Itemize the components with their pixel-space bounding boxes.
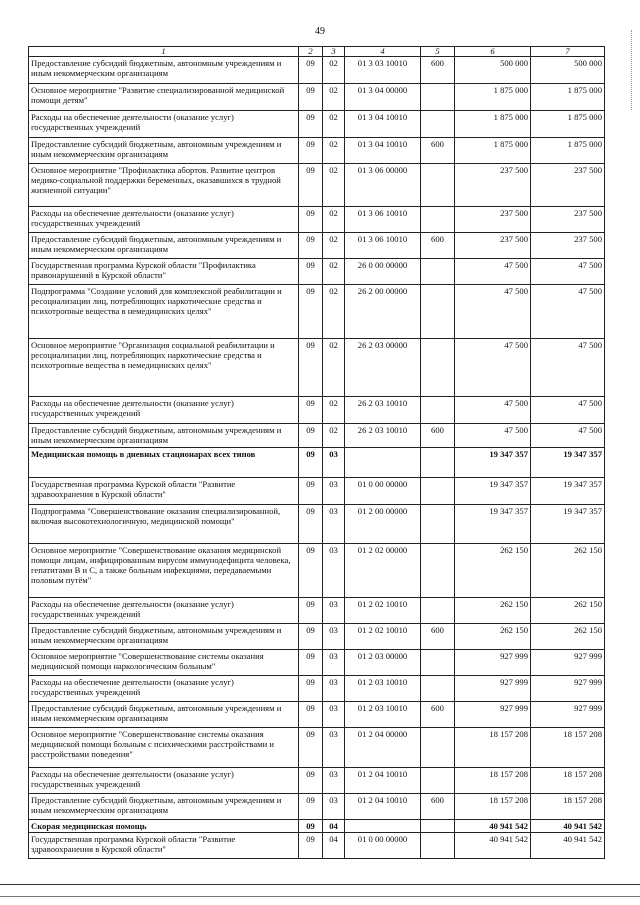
amount-col7-cell: 1 875 000 [531,84,605,111]
section-code-cell: 09 [299,505,323,544]
table-row [29,794,605,820]
subsection-code-cell: 03 [323,478,345,505]
subsection-code-cell: 03 [323,598,345,624]
amount-col7-cell: 237 500 [531,233,605,259]
amount-col6-cell: 47 500 [455,424,531,448]
amount-col7-cell: 927 999 [531,650,605,676]
column-header: 1 [29,47,299,57]
target-article-cell: 01 3 06 10010 [345,207,421,233]
row-name-cell: Предоставление субсидий бюджетным, автономным учреждениям и иным некоммерческим организациям [29,424,299,448]
expense-type-cell [421,768,455,794]
table-row [29,285,605,339]
amount-col6-cell: 18 157 208 [455,768,531,794]
amount-col7-cell: 262 150 [531,624,605,650]
expense-type-cell: 600 [421,138,455,164]
row-name-cell: Подпрограмма "Создание условий для комплексной реабилитации и ресоциализации лиц, потребляющих наркотические средства и психотропные вещества в немедицинских целях" [29,285,299,339]
column-header: 2 [299,47,323,57]
amount-col7-cell: 47 500 [531,424,605,448]
row-name-cell: Основное мероприятие "Совершенствование системы оказания медицинской помощи больным с психическими расстройствами и расстройствами поведения" [29,728,299,768]
target-article-cell: 01 2 03 00000 [345,650,421,676]
amount-col6-cell: 19 347 357 [455,478,531,505]
table-row [29,164,605,207]
amount-col6-cell: 19 347 357 [455,505,531,544]
amount-col6-cell: 500 000 [455,57,531,84]
amount-col6-cell: 1 875 000 [455,84,531,111]
subsection-code-cell: 02 [323,138,345,164]
table-row [29,598,605,624]
row-name-cell: Предоставление субсидий бюджетным, автономным учреждениям и иным некоммерческим организациям [29,233,299,259]
row-name-cell: Предоставление субсидий бюджетным, автономным учреждениям и иным некоммерческим организациям [29,57,299,84]
target-article-cell: 01 3 06 10010 [345,233,421,259]
section-code-cell: 09 [299,728,323,768]
section-code-cell: 09 [299,598,323,624]
target-article-cell: 26 2 03 00000 [345,339,421,397]
column-header: 5 [421,47,455,57]
row-name-cell: Предоставление субсидий бюджетным, автономным учреждениям и иным некоммерческим организациям [29,138,299,164]
subsection-code-cell: 02 [323,285,345,339]
section-code-cell: 09 [299,448,323,478]
expense-type-cell [421,505,455,544]
amount-col6-cell: 262 150 [455,598,531,624]
section-code-cell: 09 [299,478,323,505]
row-name-cell: Расходы на обеспечение деятельности (оказание услуг) государственных учреждений [29,768,299,794]
subsection-code-cell: 04 [323,833,345,859]
row-name-cell: Основное мероприятие "Развитие специализированной медицинской помощи детям" [29,84,299,111]
subsection-code-cell: 02 [323,207,345,233]
amount-col7-cell: 262 150 [531,544,605,598]
section-code-cell: 09 [299,833,323,859]
subsection-code-cell: 03 [323,676,345,702]
section-code-cell: 09 [299,397,323,424]
amount-col6-cell: 18 157 208 [455,794,531,820]
target-article-cell: 01 3 04 00000 [345,84,421,111]
section-code-cell: 09 [299,138,323,164]
row-name-cell: Расходы на обеспечение деятельности (оказание услуг) государственных учреждений [29,111,299,138]
table-row [29,57,605,84]
amount-col7-cell: 47 500 [531,339,605,397]
amount-col7-cell: 262 150 [531,598,605,624]
expense-type-cell: 600 [421,624,455,650]
row-name-cell: Подпрограмма "Совершенствование оказания специализированной, включая высокотехнологичную, медицинской помощи" [29,505,299,544]
section-code-cell: 09 [299,768,323,794]
table-row [29,259,605,285]
section-code-cell: 09 [299,676,323,702]
column-header: 4 [345,47,421,57]
table-row [29,650,605,676]
target-article-cell: 01 2 02 00000 [345,544,421,598]
expense-type-cell [421,207,455,233]
row-name-cell: Основное мероприятие "Организация социальной реабилитации и ресоциализации лиц, потребляющих наркотические средства и психотропные вещества в немедицинских целях" [29,339,299,397]
footer-rule [0,896,640,897]
expense-type-cell: 600 [421,233,455,259]
row-name-cell: Основное мероприятие "Профилактика абортов. Развитие центров медико-социальной поддержки беременных, оказавшихся в трудной жизненной ситуации" [29,164,299,207]
expense-type-cell: 600 [421,702,455,728]
target-article-cell: 01 2 00 00000 [345,505,421,544]
subsection-code-cell: 03 [323,768,345,794]
expense-type-cell [421,478,455,505]
amount-col7-cell: 47 500 [531,397,605,424]
target-article-cell: 26 0 00 00000 [345,259,421,285]
amount-col6-cell: 927 999 [455,650,531,676]
page-number: 49 [315,26,325,37]
expense-type-cell [421,820,455,833]
table-row [29,478,605,505]
amount-col7-cell: 927 999 [531,676,605,702]
subsection-code-cell: 03 [323,728,345,768]
table-row [29,728,605,768]
column-header: 3 [323,47,345,57]
table-row [29,676,605,702]
amount-col6-cell: 1 875 000 [455,111,531,138]
amount-col6-cell: 40 941 542 [455,820,531,833]
row-name-cell: Предоставление субсидий бюджетным, автономным учреждениям и иным некоммерческим организациям [29,624,299,650]
target-article-cell: 26 2 00 00000 [345,285,421,339]
expense-type-cell [421,544,455,598]
expense-type-cell: 600 [421,57,455,84]
row-name-cell: Расходы на обеспечение деятельности (оказание услуг) государственных учреждений [29,676,299,702]
table-row [29,768,605,794]
table-row [29,702,605,728]
section-code-cell: 09 [299,650,323,676]
target-article-cell: 01 2 04 00000 [345,728,421,768]
target-article-cell: 01 0 00 00000 [345,478,421,505]
table-row [29,424,605,448]
row-name-cell: Государственная программа Курской области "Развитие здравоохранения в Курской области" [29,478,299,505]
target-article-cell: 01 3 04 10010 [345,111,421,138]
expense-type-cell: 600 [421,424,455,448]
section-code-cell: 09 [299,339,323,397]
section-code-cell: 09 [299,57,323,84]
section-code-cell: 09 [299,702,323,728]
amount-col6-cell: 237 500 [455,207,531,233]
table-header-row [29,47,605,57]
subsection-code-cell: 02 [323,339,345,397]
section-code-cell: 09 [299,285,323,339]
subsection-code-cell: 02 [323,397,345,424]
section-code-cell: 09 [299,820,323,833]
subsection-code-cell: 03 [323,505,345,544]
subsection-code-cell: 04 [323,820,345,833]
subsection-code-cell: 02 [323,84,345,111]
subsection-code-cell: 02 [323,164,345,207]
amount-col7-cell: 47 500 [531,259,605,285]
expense-type-cell [421,84,455,111]
target-article-cell: 01 2 02 10010 [345,624,421,650]
expense-type-cell [421,833,455,859]
expense-type-cell [421,164,455,207]
amount-col7-cell: 1 875 000 [531,138,605,164]
amount-col7-cell: 18 157 208 [531,728,605,768]
expense-type-cell [421,676,455,702]
target-article-cell: 01 2 02 10010 [345,598,421,624]
expense-type-cell [421,397,455,424]
amount-col6-cell: 47 500 [455,259,531,285]
row-name-cell: Расходы на обеспечение деятельности (оказание услуг) государственных учреждений [29,598,299,624]
subsection-code-cell: 03 [323,544,345,598]
section-code-cell: 09 [299,794,323,820]
amount-col7-cell: 500 000 [531,57,605,84]
table-row [29,505,605,544]
expense-type-cell: 600 [421,794,455,820]
budget-table [28,46,605,859]
table-row [29,84,605,111]
target-article-cell: 26 2 03 10010 [345,397,421,424]
amount-col6-cell: 47 500 [455,285,531,339]
table-row [29,339,605,397]
table-row [29,820,605,833]
table-row [29,233,605,259]
target-article-cell: 26 2 03 10010 [345,424,421,448]
subsection-code-cell: 03 [323,650,345,676]
subsection-code-cell: 03 [323,794,345,820]
amount-col6-cell: 47 500 [455,397,531,424]
expense-type-cell [421,598,455,624]
expense-type-cell [421,111,455,138]
row-name-cell: Расходы на обеспечение деятельности (оказание услуг) государственных учреждений [29,207,299,233]
amount-col7-cell: 18 157 208 [531,768,605,794]
footer-rule [0,884,640,885]
amount-col6-cell: 262 150 [455,544,531,598]
expense-type-cell [421,728,455,768]
subsection-code-cell: 03 [323,448,345,478]
expense-type-cell [421,339,455,397]
row-name-cell: Скорая медицинская помощь [29,820,299,833]
section-code-cell: 09 [299,233,323,259]
row-name-cell: Предоставление субсидий бюджетным, автономным учреждениям и иным некоммерческим организациям [29,794,299,820]
table-row [29,111,605,138]
amount-col7-cell: 237 500 [531,207,605,233]
expense-type-cell [421,448,455,478]
row-name-cell: Государственная программа Курской области "Развитие здравоохранения в Курской области" [29,833,299,859]
column-header: 6 [455,47,531,57]
target-article-cell: 01 3 06 00000 [345,164,421,207]
section-code-cell: 09 [299,164,323,207]
target-article-cell: 01 3 04 10010 [345,138,421,164]
subsection-code-cell: 02 [323,233,345,259]
table-row [29,138,605,164]
amount-col6-cell: 47 500 [455,339,531,397]
amount-col7-cell: 19 347 357 [531,448,605,478]
amount-col6-cell: 18 157 208 [455,728,531,768]
amount-col6-cell: 927 999 [455,676,531,702]
table-row [29,397,605,424]
target-article-cell: 01 2 04 10010 [345,794,421,820]
amount-col6-cell: 237 500 [455,164,531,207]
amount-col7-cell: 927 999 [531,702,605,728]
expense-type-cell [421,650,455,676]
column-header: 7 [531,47,605,57]
table-body [29,57,605,859]
amount-col7-cell: 19 347 357 [531,505,605,544]
amount-col7-cell: 47 500 [531,285,605,339]
amount-col7-cell: 1 875 000 [531,111,605,138]
margin-mark [631,30,634,110]
amount-col7-cell: 237 500 [531,164,605,207]
amount-col6-cell: 927 999 [455,702,531,728]
amount-col7-cell: 19 347 357 [531,478,605,505]
table-row [29,207,605,233]
subsection-code-cell: 03 [323,624,345,650]
target-article-cell: 01 2 03 10010 [345,702,421,728]
amount-col7-cell: 40 941 542 [531,820,605,833]
amount-col7-cell: 40 941 542 [531,833,605,859]
section-code-cell: 09 [299,624,323,650]
target-article-cell: 01 3 03 10010 [345,57,421,84]
table-row [29,624,605,650]
expense-type-cell [421,285,455,339]
section-code-cell: 09 [299,259,323,285]
amount-col6-cell: 19 347 357 [455,448,531,478]
expense-type-cell [421,259,455,285]
target-article-cell: 01 2 04 10010 [345,768,421,794]
amount-col6-cell: 1 875 000 [455,138,531,164]
subsection-code-cell: 02 [323,424,345,448]
row-name-cell: Медицинская помощь в дневных стационарах всех типов [29,448,299,478]
amount-col7-cell: 18 157 208 [531,794,605,820]
row-name-cell: Государственная программа Курской области "Профилактика правонарушений в Курской области" [29,259,299,285]
target-article-cell [345,820,421,833]
row-name-cell: Предоставление субсидий бюджетным, автономным учреждениям и иным некоммерческим организациям [29,702,299,728]
section-code-cell: 09 [299,84,323,111]
table-row [29,448,605,478]
subsection-code-cell: 02 [323,111,345,138]
row-name-cell: Основное мероприятие "Совершенствование оказания медицинской помощи лицам, инфицированным вирусом иммунодефицита человека, гепатитами B и C, а также больным инфекциями, передаваемыми половым путём" [29,544,299,598]
row-name-cell: Расходы на обеспечение деятельности (оказание услуг) государственных учреждений [29,397,299,424]
row-name-cell: Основное мероприятие "Совершенствование системы оказания медицинской помощи наркологическим больным" [29,650,299,676]
amount-col6-cell: 40 941 542 [455,833,531,859]
target-article-cell: 01 0 00 00000 [345,833,421,859]
section-code-cell: 09 [299,207,323,233]
section-code-cell: 09 [299,424,323,448]
table-row [29,544,605,598]
amount-col6-cell: 237 500 [455,233,531,259]
subsection-code-cell: 02 [323,57,345,84]
table-row [29,833,605,859]
subsection-code-cell: 02 [323,259,345,285]
subsection-code-cell: 03 [323,702,345,728]
target-article-cell: 01 2 03 10010 [345,676,421,702]
target-article-cell [345,448,421,478]
section-code-cell: 09 [299,544,323,598]
amount-col6-cell: 262 150 [455,624,531,650]
section-code-cell: 09 [299,111,323,138]
